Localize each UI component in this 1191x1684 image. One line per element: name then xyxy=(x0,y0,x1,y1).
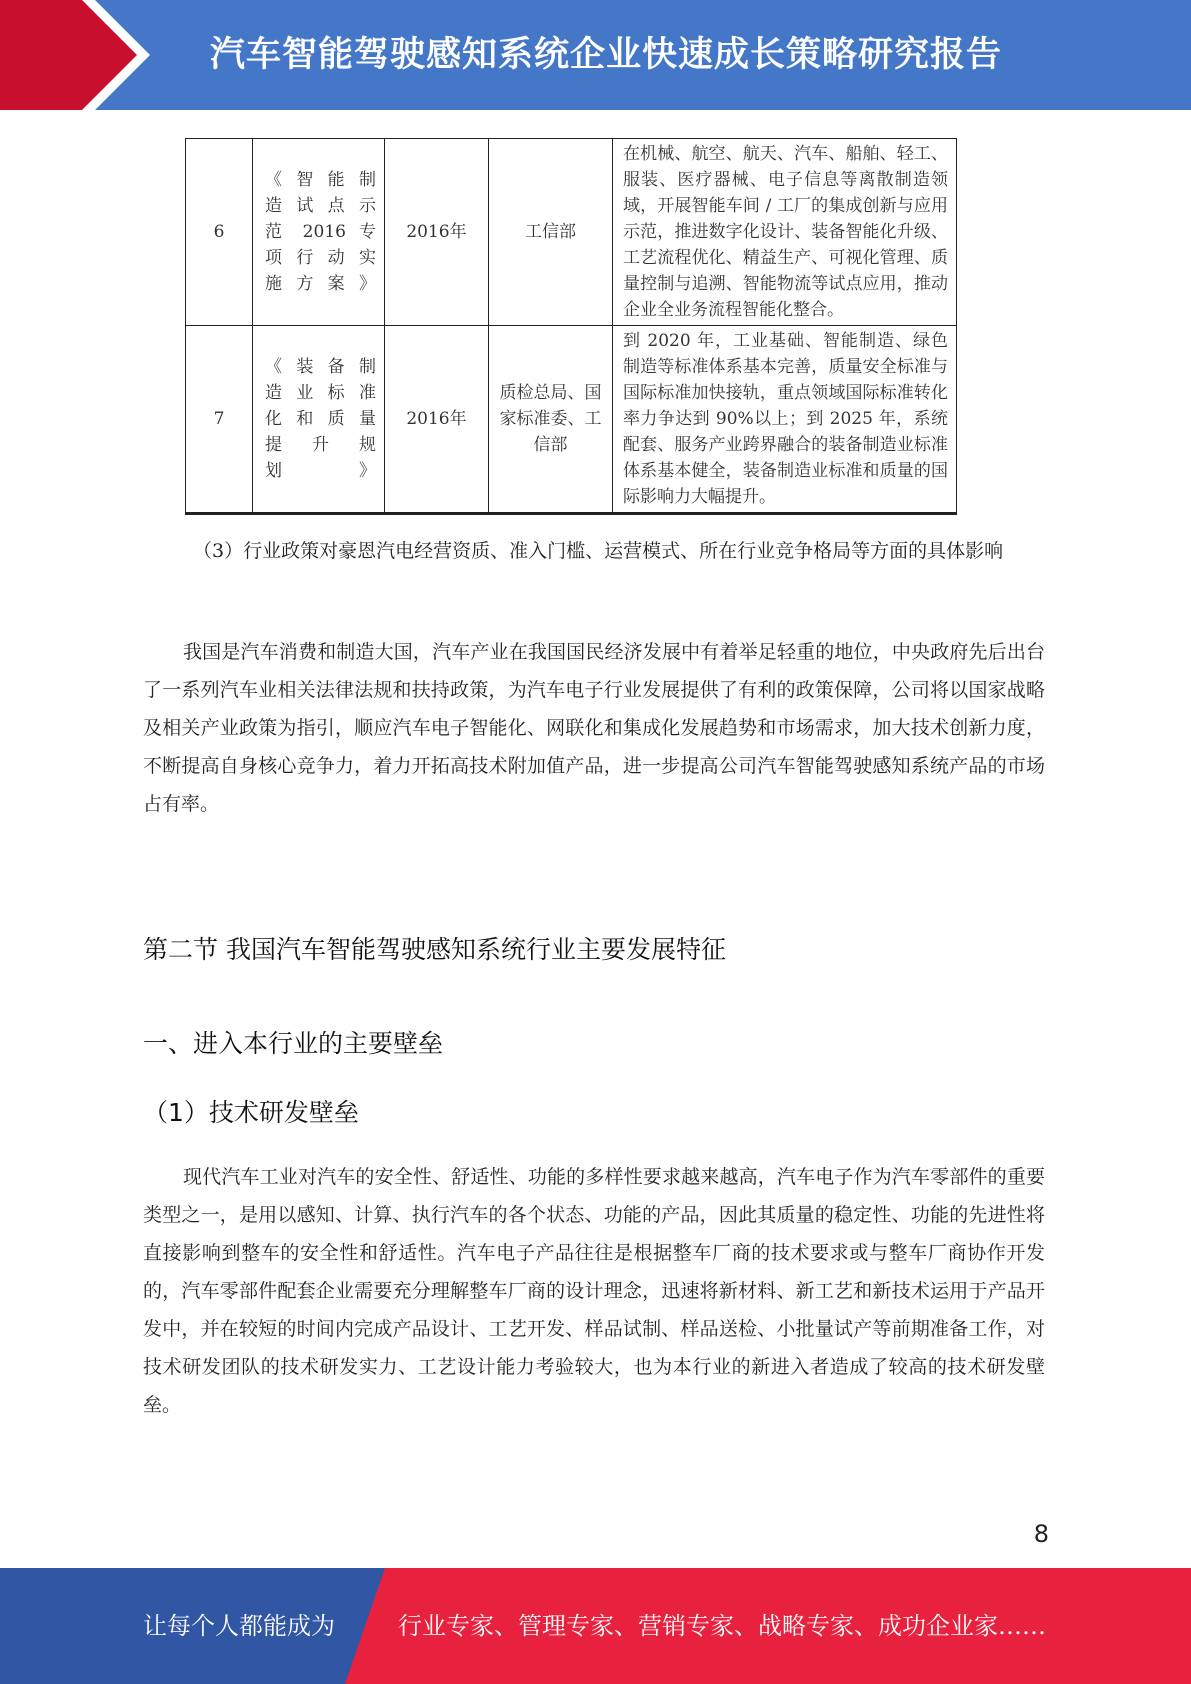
policy-content: 在机械、航空、航天、汽车、船舶、轻工、服装、医疗器械、电子信息等离散制造领域，开展智能车间 / 工厂的集成创新与应用示范，推进数字化设计、装备智能化升级、工艺流程优化、精益生产、可视化管理、质量控制与追溯、智能物流等试点应用，推动企业全业务流程智能化整合。 xyxy=(613,139,957,326)
table-row xyxy=(186,139,957,326)
page-header xyxy=(0,0,1191,110)
policy-year: 2016年 xyxy=(385,139,489,326)
row-number: 7 xyxy=(186,326,253,514)
policy-content: 到 2020 年，工业基础、智能制造、绿色制造等标准体系基本完善，质量安全标准与国际标准加快接轨，重点领域国际标准转化率力争达到 90%以上；到 2025 年，系统配套、服务产业跨界融合的装备制造业标准体系基本健全，装备制造业标准和质量的国际影响力大幅提升。 xyxy=(613,326,957,514)
policy-name-line: 划》 xyxy=(265,461,376,481)
report-title: 汽车智能驾驶感知系统企业快速成长策略研究报告 xyxy=(210,35,1003,75)
policy-name xyxy=(253,326,385,514)
body-paragraph: 现代汽车工业对汽车的安全性、舒适性、功能的多样性要求越来越高，汽车电子作为汽车零部件的重要类型之一，是用以感知、计算、执行汽车的各个状态、功能的产品，因此其质量的稳定性、功能的先进性将直接影响到整车的安全性和舒适性。汽车电子产品往往是根据整车厂商的技术要求或与整车厂商协作开发的，汽车零部件配套企业需要充分理解整车厂商的设计理念，迅速将新材料、新工艺和新技术运用于产品开发中，并在较短的时间内完成产品设计、工艺开发、样品试制、样品送检、小批量试产等前期准备工作，对技术研发团队的技术研发实力、工艺设计能力考验较大，也为本行业的新进入者造成了较高的技术研发壁垒。 xyxy=(143,1166,1045,1416)
policy-name-line: 提 升 规 xyxy=(265,435,376,455)
policy-year: 2016年 xyxy=(385,326,489,514)
policy-table xyxy=(185,138,957,515)
policy-name-line: 造业标准 xyxy=(265,383,376,403)
section-heading: 第二节 我国汽车智能驾驶感知系统行业主要发展特征 xyxy=(143,935,726,964)
policy-department: 工信部 xyxy=(489,139,613,326)
policy-department: 质检总局、国家标准委、工信部 xyxy=(489,326,613,514)
header-red-chevron xyxy=(0,0,160,110)
policy-name-line: 造试点示 xyxy=(265,196,376,216)
heading-level-2: （1）技术研发壁垒 xyxy=(143,1098,359,1127)
footer-slogan-left: 让每个人都能成为 xyxy=(143,1612,335,1640)
heading-level-1: 一、进入本行业的主要壁垒 xyxy=(143,1029,444,1058)
row-number: 6 xyxy=(186,139,253,326)
sub-point-text: （3）行业政策对豪恩汽电经营资质、准入门槛、运营模式、所在行业竞争格局等方面的具体影响 xyxy=(193,540,1004,562)
footer-slogan-right: 行业专家、管理专家、营销专家、战略专家、成功企业家…… xyxy=(398,1612,1046,1640)
policy-name-line: 《装备制 xyxy=(265,357,376,377)
policy-name xyxy=(253,139,385,326)
policy-name-line: 化和质量 xyxy=(265,409,376,429)
body-paragraph: 我国是汽车消费和制造大国，汽车产业在我国国民经济发展中有着举足轻重的地位，中央政府先后出台了一系列汽车业相关法律法规和扶持政策，为汽车电子行业发展提供了有利的政策保障，公司将以国家战略及相关产业政策为指引，顺应汽车电子智能化、网联化和集成化发展趋势和市场需求，加大技术创新力度，不断提高自身核心竞争力，着力开拓高技术附加值产品，进一步提高公司汽车智能驾驶感知系统产品的市场占有率。 xyxy=(143,641,1045,815)
page-number: 8 xyxy=(1033,1520,1049,1548)
page-footer xyxy=(0,1568,1191,1684)
policy-name-line: 施方案》 xyxy=(265,274,376,294)
policy-name-line: 项行动实 xyxy=(265,248,376,268)
policy-name-line: 范 2016 专 xyxy=(265,222,376,242)
table-row xyxy=(186,326,957,514)
policy-name-line: 《智能制 xyxy=(265,170,376,190)
